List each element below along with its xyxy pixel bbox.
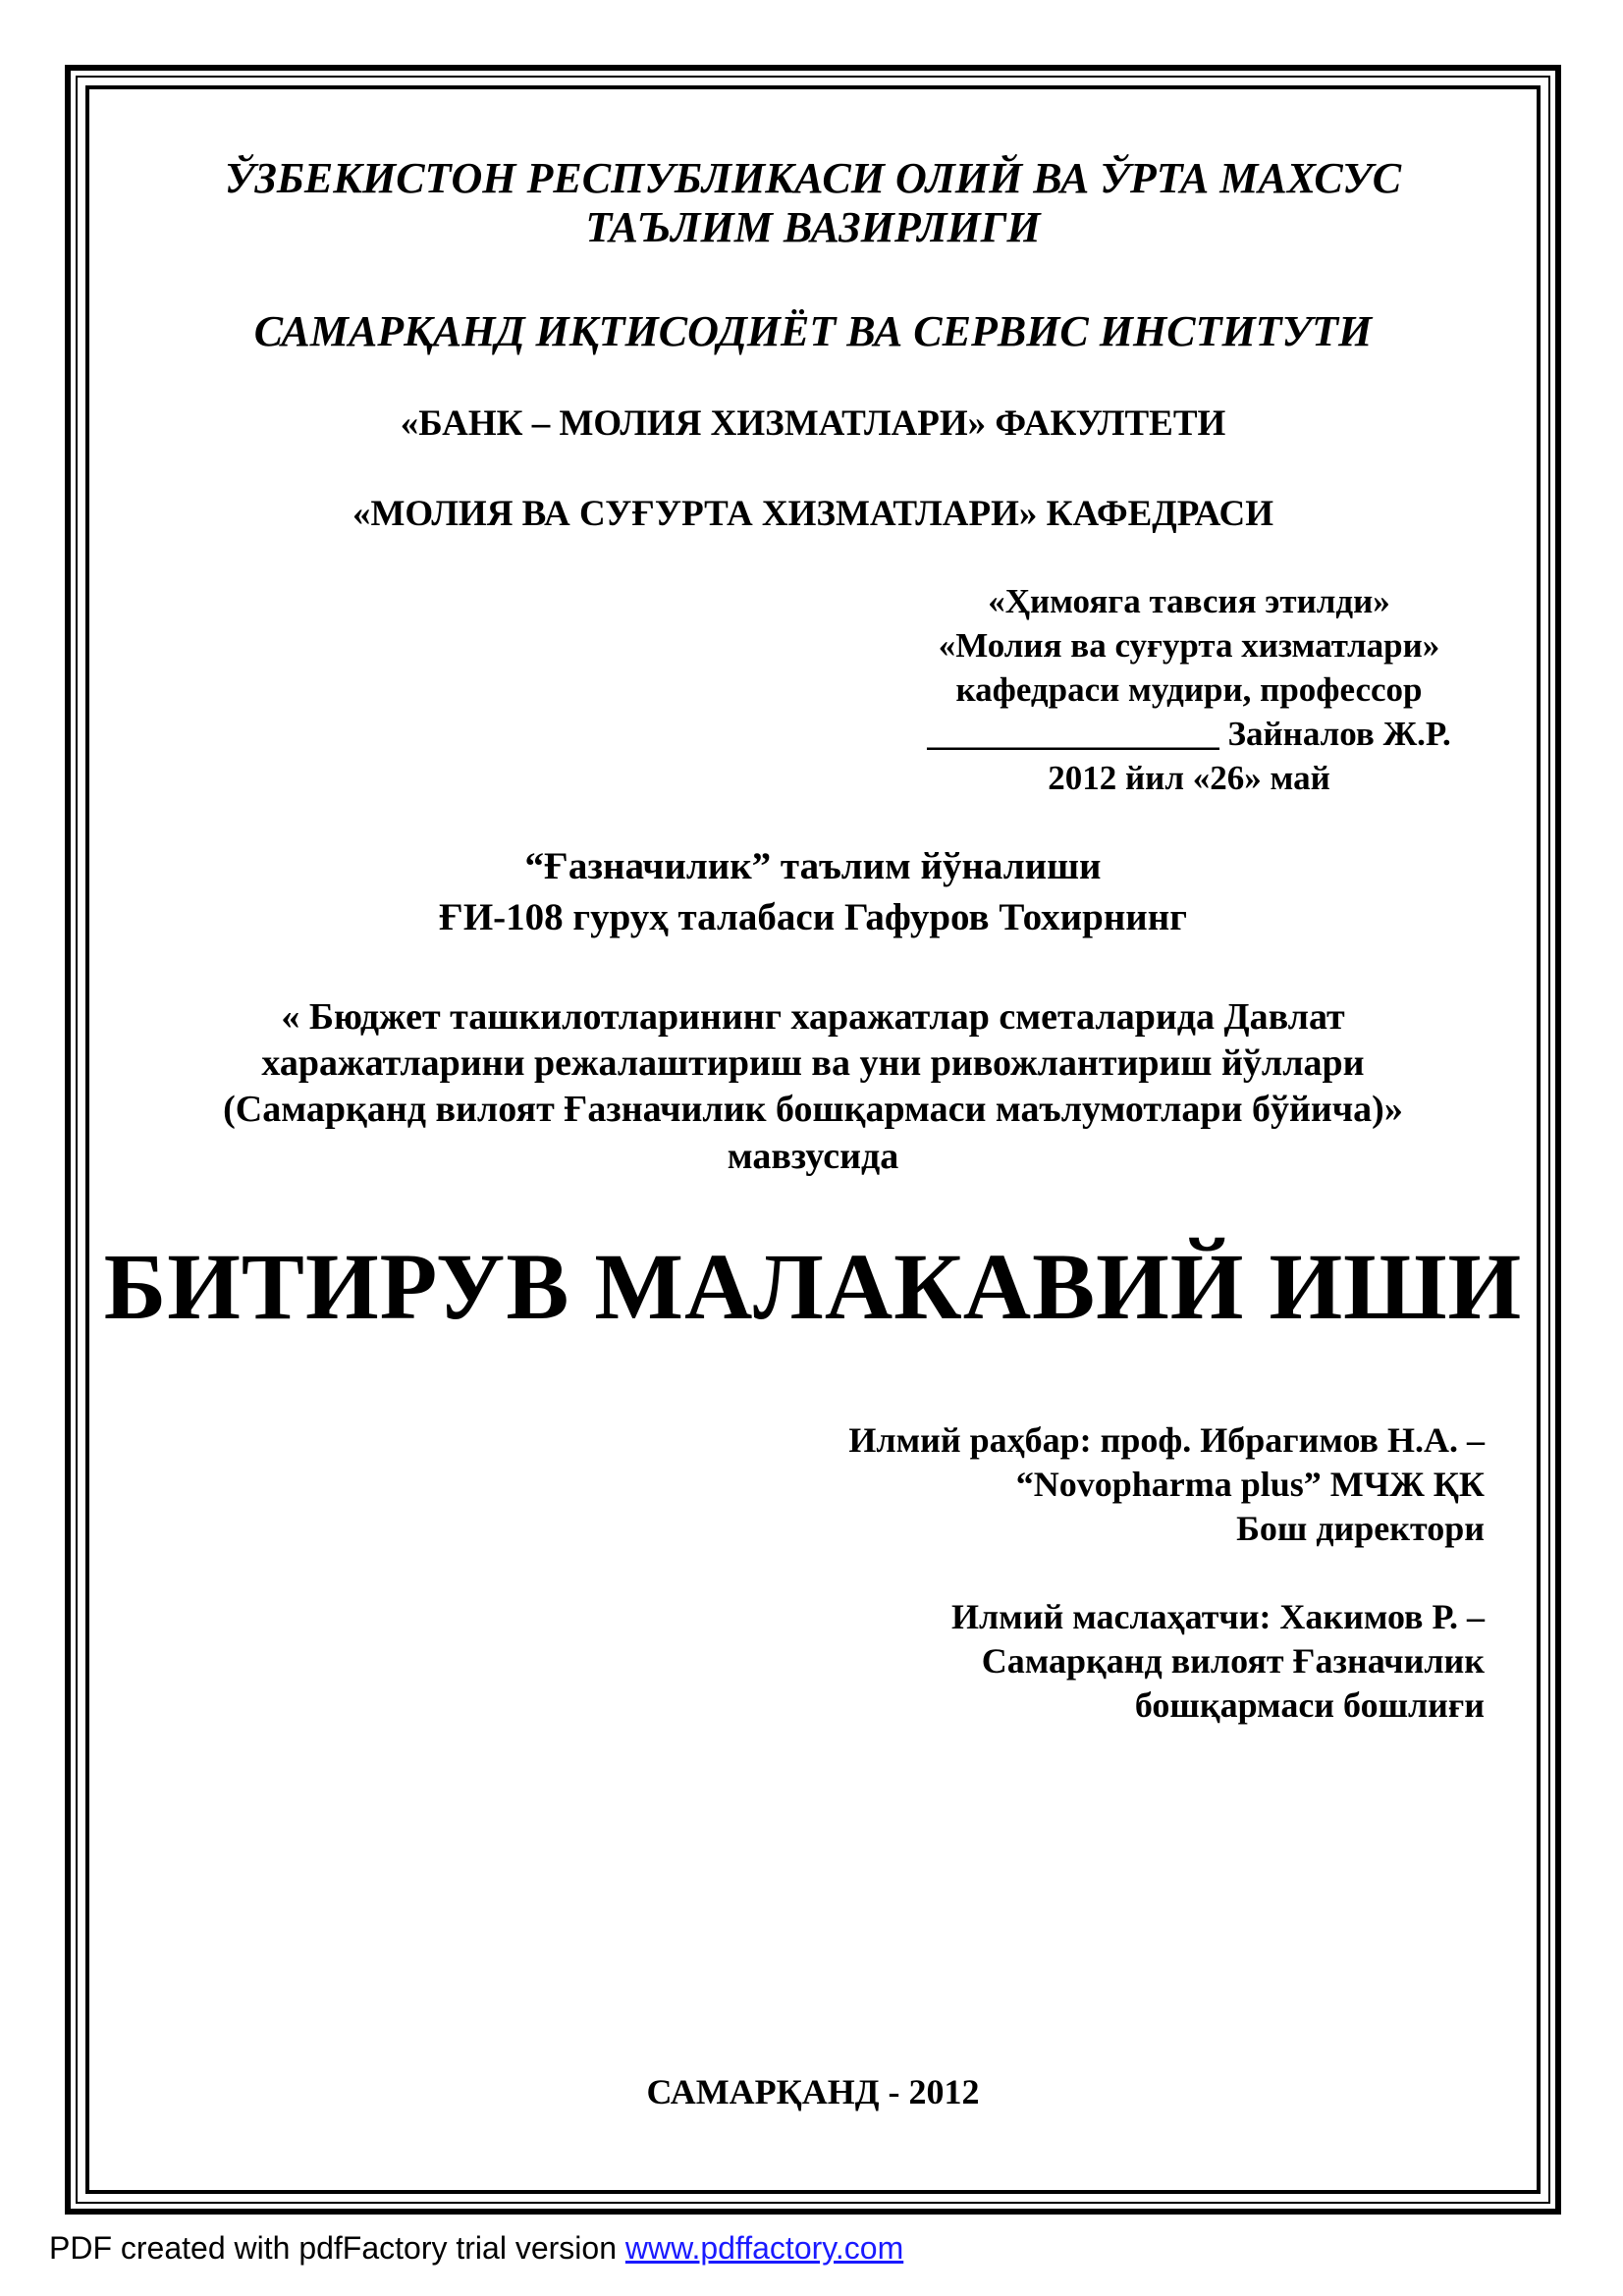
faculty-name: «БАНК – МОЛИЯ ХИЗМАТЛАРИ» ФАКУЛТЕТИ [400, 403, 1226, 444]
consultant-line-1: Илмий маслаҳатчи: Хакимов Р. – [950, 1597, 1485, 1636]
pdffactory-link[interactable]: www.pdffactory.com [624, 2230, 904, 2266]
consultant-line-2: Самарқанд вилоят Ғазначилик [981, 1641, 1485, 1681]
pdf-watermark-text: PDF created with pdfFactory trial version [49, 2230, 625, 2266]
city-year: САМАРҚАНД - 2012 [646, 2072, 980, 2111]
supervisor-line-1: Илмий раҳбар: проф. Ибрагимов Н.А. – [848, 1420, 1485, 1460]
ministry-line-2: ТАЪЛИМ ВАЗИРЛИГИ [585, 203, 1041, 251]
ministry-line-1: ЎЗБЕКИСТОН РЕСПУБЛИКАСИ ОЛИЙ ВА ЎРТА МАХСУС [224, 154, 1402, 202]
title-page [88, 88, 1538, 2191]
student-name: ҒИ-108 гуруҳ талабаси Гафуров Тохирнинг [439, 896, 1187, 938]
supervisor-line-3: Бош директори [1236, 1509, 1485, 1548]
approval-line-3: кафедраси мудири, профессор [955, 670, 1423, 709]
approval-date: 2012 йил «26» май [1048, 759, 1330, 797]
topic-line-1: « Бюджет ташкилотларининг харажатлар сметаларида Давлат [281, 996, 1345, 1038]
consultant-line-3: бошқармаси бошлиғи [1134, 1685, 1485, 1725]
approval-line-2: «Молия ва суғурта хизматлари» [938, 626, 1440, 665]
approval-line-1: «Ҳимояга тавсия этилди» [988, 582, 1390, 620]
institute-name: САМАРҚАНД ИҚТИСОДИЁТ ВА СЕРВИС ИНСТИТУТИ [253, 307, 1373, 355]
supervisor-line-2: “Novopharma plus” МЧЖ ҚК [1015, 1465, 1485, 1504]
approval-signature-line: _________________ Зайналов Ж.Р. [927, 715, 1451, 753]
approval-block [899, 579, 1479, 800]
topic-line-3: (Самарқанд вилоят Ғазначилик бошқармаси маълумотлари бўйича)» [223, 1089, 1403, 1130]
document-title: БИТИРУВ МАЛАКАВИЙ ИШИ [103, 1234, 1523, 1339]
pdf-watermark [49, 2230, 903, 2267]
study-direction: “Ғазначилик” таълим йўналиши [524, 845, 1102, 887]
topic-line-4: мавзусида [727, 1136, 899, 1177]
topic-line-2: харажатларини режалаштириш ва уни ривожлантириш йўллари [261, 1042, 1365, 1084]
department-name: «МОЛИЯ ВА СУҒУРТА ХИЗМАТЛАРИ» КАФЕДРАСИ [352, 494, 1273, 534]
